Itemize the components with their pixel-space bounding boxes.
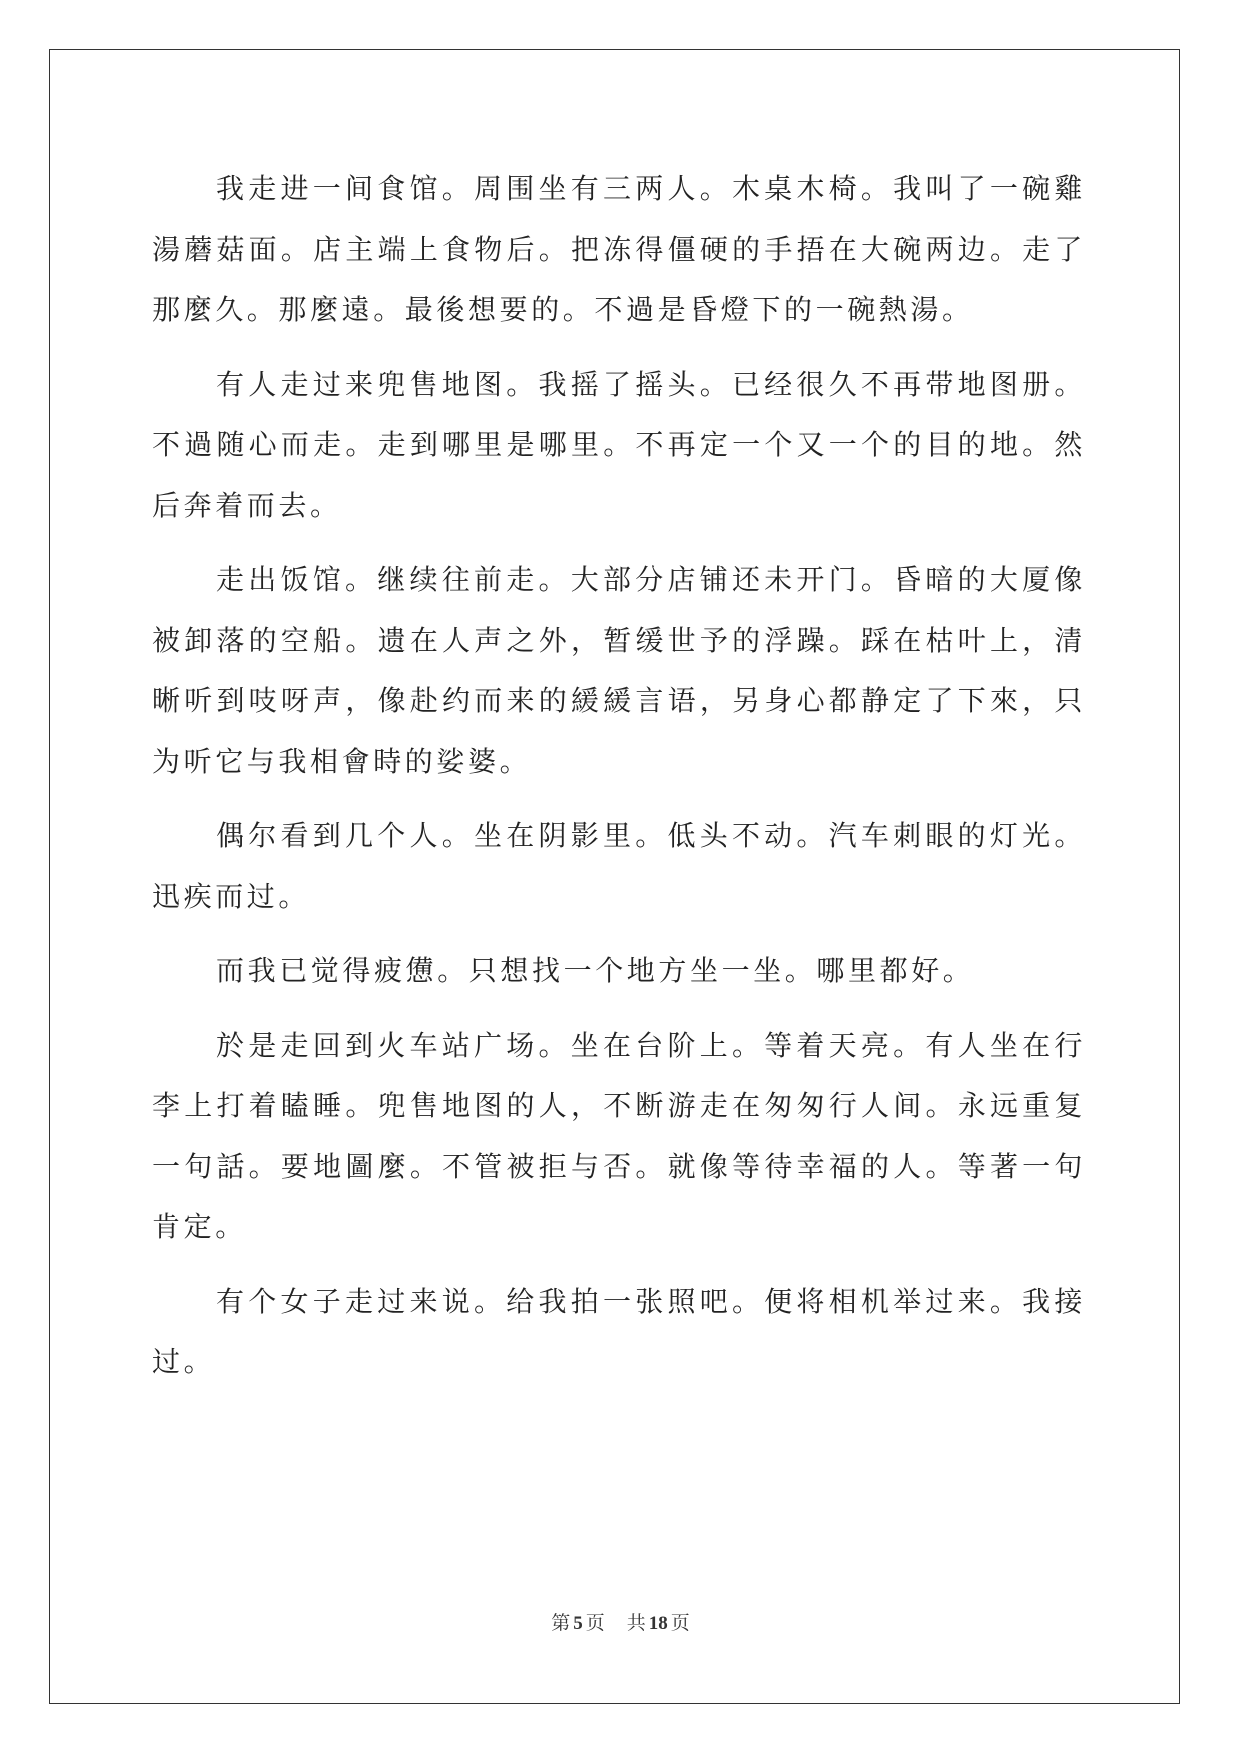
- paragraph: 有个女子走过来说。给我拍一张照吧。便将相机举过来。我接过。: [152, 1284, 1086, 1378]
- paragraph: 有人走过来兜售地图。我摇了摇头。已经很久不再带地图册。不過随心而走。走到哪里是哪里。不再定一个又一个的目的地。然后奔着而去。: [152, 367, 1086, 522]
- page-prefix: 第: [551, 1612, 571, 1634]
- document-body: [152, 159, 1086, 1407]
- paragraph: 而我已觉得疲憊。只想找一个地方坐一坐。哪里都好。: [216, 954, 975, 987]
- paragraph: 偶尔看到几个人。坐在阴影里。低头不动。汽车刺眼的灯光。迅疾而过。: [152, 819, 1086, 913]
- current-page-number: 5: [573, 1613, 583, 1634]
- page-footer: [0, 1608, 1241, 1635]
- total-prefix: 共: [626, 1612, 646, 1634]
- total-page-number: 18: [648, 1613, 668, 1634]
- paragraph: 於是走回到火车站广场。坐在台阶上。等着天亮。有人坐在行李上打着瞌睡。兜售地图的人，不断游走在匆匆行人间。永远重复一句話。要地圖麼。不管被拒与否。就像等待幸福的人。等著一句肯定。: [152, 1028, 1086, 1243]
- page-mid: 页: [585, 1612, 605, 1634]
- paragraph: 我走进一间食馆。周围坐有三两人。木桌木椅。我叫了一碗雞湯蘑菇面。店主端上食物后。把冻得僵硬的手捂在大碗两边。走了那麼久。那麼遠。最後想要的。不過是昏燈下的一碗熱湯。: [152, 172, 1086, 326]
- paragraph: 走出饭馆。继续往前走。大部分店铺还未开门。昏暗的大厦像被卸落的空船。遗在人声之外，暂缓世予的浮躁。踩在枯叶上，清晰听到吱呀声，像赴约而来的緩緩言语，另身心都静定了下來，只为听它与我相會時的娑婆。: [152, 563, 1086, 778]
- total-suffix: 页: [670, 1612, 690, 1634]
